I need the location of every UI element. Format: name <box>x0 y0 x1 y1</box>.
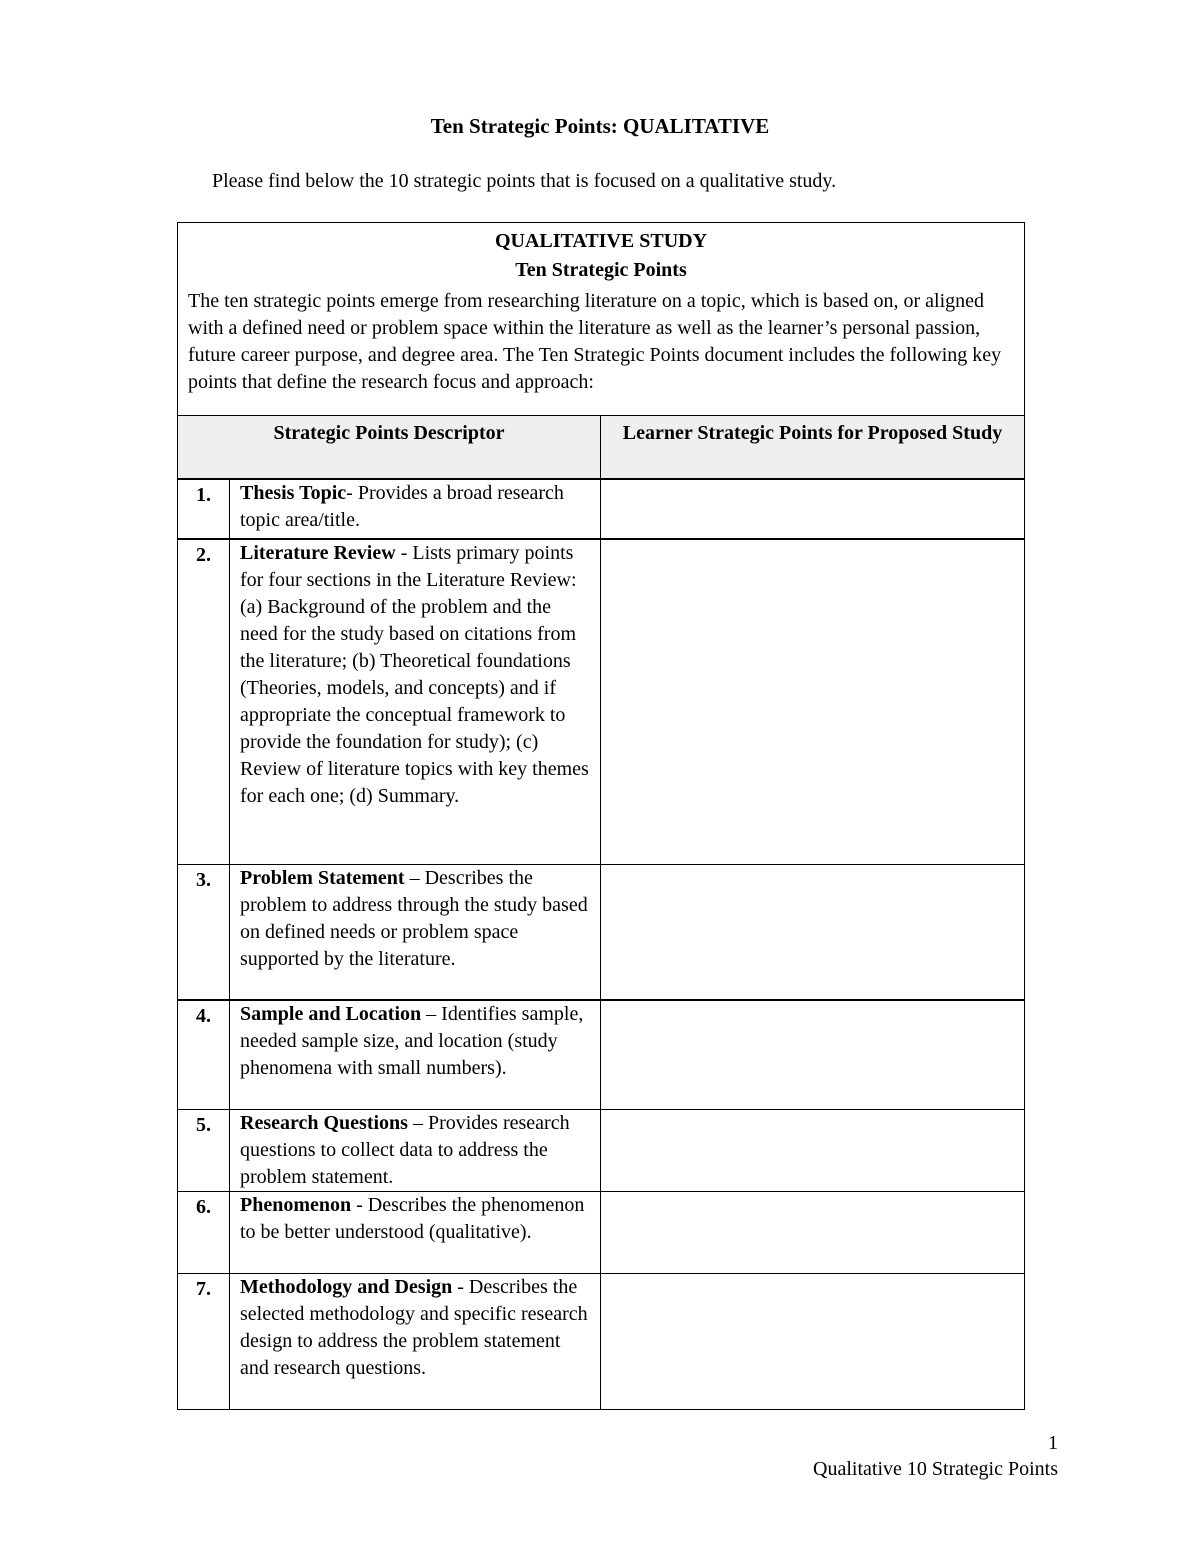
table-header-row <box>178 223 1025 416</box>
footer-label: Qualitative 10 Strategic Points <box>813 1458 1058 1480</box>
row-learner-entry[interactable] <box>601 479 1025 539</box>
intro-text: Please find below the 10 strategic points that is focused on a qualitative study. <box>212 170 837 192</box>
row-learner-entry[interactable] <box>601 1191 1025 1273</box>
row-number: 1. <box>178 479 230 539</box>
row-descriptor <box>230 1109 601 1191</box>
row-descriptor <box>230 479 601 539</box>
table-row <box>178 1191 1025 1273</box>
row-number: 6. <box>178 1191 230 1273</box>
table-header-cell <box>178 223 1025 416</box>
table-row <box>178 479 1025 539</box>
table-row <box>178 1000 1025 1109</box>
page-title: Ten Strategic Points: QUALITATIVE <box>430 114 770 138</box>
row-learner-entry[interactable] <box>601 1109 1025 1191</box>
row-descriptor <box>230 1191 601 1273</box>
row-number: 2. <box>178 539 230 864</box>
table-header-title: QUALITATIVE STUDY <box>494 230 708 252</box>
table-header-description: The ten strategic points emerge from researching literature on a topic, which is based on, or aligned with a defined need or problem space within the literature as well as the learner’s personal passion, future career purpose, and degree area. The Ten Strategic Points document includes the following key points that define the research focus and approach: <box>188 290 1002 393</box>
row-description: - Describes the selected methodology and specific research design to address the problem statement and research questions. <box>240 1275 588 1379</box>
row-description: – Describes the problem to address through the study based on defined needs or problem space supported by the literature. <box>240 866 588 970</box>
row-learner-entry[interactable] <box>601 1000 1025 1109</box>
table-row <box>178 864 1025 1000</box>
row-term: Thesis Topic <box>240 482 347 504</box>
row-term: Literature Review <box>240 542 396 564</box>
row-number: 4. <box>178 1000 230 1109</box>
row-number: 3. <box>178 864 230 1000</box>
column-header-learner: Learner Strategic Points for Proposed Study <box>601 416 1025 480</box>
page-number: 1 <box>1048 1432 1058 1454</box>
row-term: Phenomenon <box>240 1193 352 1216</box>
column-header-row <box>178 416 1025 480</box>
row-descriptor <box>230 1273 601 1409</box>
table-header-subtitle: Ten Strategic Points <box>515 259 687 281</box>
row-number: 7. <box>178 1273 230 1409</box>
row-learner-entry[interactable] <box>601 1273 1025 1409</box>
row-term: Sample and Location <box>240 1003 422 1025</box>
row-description: – Identifies sample, needed sample size, and location (study phenomena with small numbers). <box>240 1003 584 1079</box>
row-descriptor <box>230 1000 601 1109</box>
strategic-points-table <box>177 222 1025 1410</box>
row-learner-entry[interactable] <box>601 539 1025 864</box>
column-header-descriptor: Strategic Points Descriptor <box>178 416 601 480</box>
row-description: – Provides research questions to collect data to address the problem statement. <box>240 1111 570 1188</box>
table-row <box>178 1273 1025 1409</box>
table-row <box>178 539 1025 864</box>
row-descriptor <box>230 539 601 864</box>
row-term: Methodology and Design <box>240 1275 453 1298</box>
table-row <box>178 1109 1025 1191</box>
row-term: Problem Statement <box>240 866 405 889</box>
row-description: - Lists primary points for four sections in the Literature Review: (a) Background of the problem and the need for the study based on citations from the literature; (b) Theoretical foundations (Theories, models, and concepts) and if appropriate the conceptual framework to provide the foundation for study); (c) Review of literature topics with key themes for each one; (d) Summary. <box>240 542 589 807</box>
row-number: 5. <box>178 1109 230 1191</box>
row-term: Research Questions <box>240 1111 408 1134</box>
row-learner-entry[interactable] <box>601 864 1025 1000</box>
row-descriptor <box>230 864 601 1000</box>
row-description: - Provides a broad research topic area/title. <box>240 482 564 531</box>
row-description: - Describes the phenomenon to be better understood (qualitative). <box>240 1193 585 1243</box>
